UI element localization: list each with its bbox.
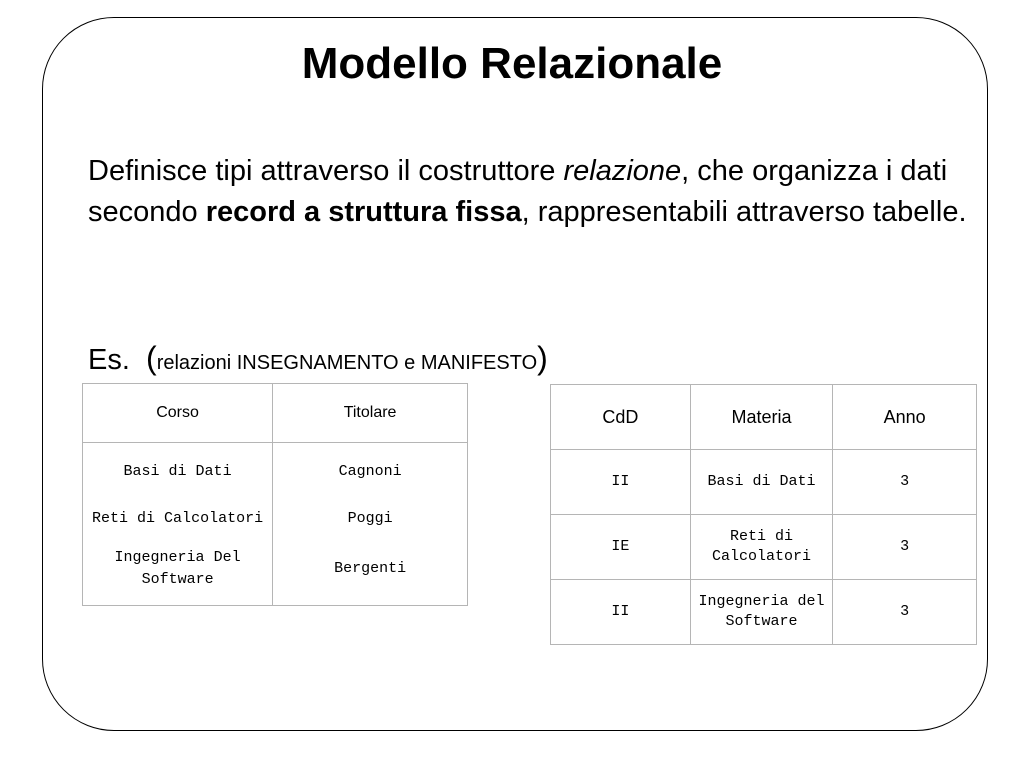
- table-manifesto: [550, 384, 977, 645]
- slide-title: Modello Relazionale: [301, 39, 723, 88]
- definition-text-2: , che organizza i dati secondo: [88, 155, 948, 228]
- table-cell: Bergenti: [273, 541, 468, 606]
- definition-text-3: , rappresentabili attraverso tabelle.: [521, 196, 967, 228]
- column-header-cdd: CdD: [551, 385, 691, 450]
- table-cell: Reti di Calcolatori: [83, 483, 273, 541]
- table-insegnamento: [82, 383, 468, 606]
- definition-bold-term: record a struttura fissa: [205, 196, 522, 228]
- table-cell: 3: [833, 580, 977, 645]
- table-cell: II: [551, 450, 691, 515]
- example-text: relazioni INSEGNAMENTO e MANIFESTO: [156, 352, 538, 374]
- table-cell: 3: [833, 450, 977, 515]
- table-cell: Ingegneria del Software: [690, 580, 832, 645]
- definition-text-1: Definisce tipi attraverso il costruttore: [88, 155, 564, 187]
- table-cell: 3: [833, 515, 977, 580]
- table-cell: Basi di Dati: [83, 443, 273, 484]
- table-row: [83, 443, 468, 484]
- column-header-anno: Anno: [833, 385, 977, 450]
- table-row: [551, 580, 977, 645]
- table-cell: Ingegneria Del Software: [83, 541, 273, 606]
- example-close-paren: ): [537, 340, 548, 376]
- table-row: [551, 450, 977, 515]
- definition-paragraph: [88, 151, 968, 233]
- column-header-materia: Materia: [690, 385, 832, 450]
- example-line: [88, 338, 548, 383]
- table-header-row: [83, 384, 468, 443]
- table-row: [83, 483, 468, 541]
- example-open-paren: (: [146, 340, 157, 376]
- table-cell: Cagnoni: [273, 443, 468, 484]
- table-cell: IE: [551, 515, 691, 580]
- table-cell: Poggi: [273, 483, 468, 541]
- definition-italic-term: relazione: [563, 155, 682, 187]
- table-cell: II: [551, 580, 691, 645]
- column-header-titolare: Titolare: [273, 384, 468, 443]
- table-row: [551, 515, 977, 580]
- example-label: Es.: [88, 344, 130, 376]
- table-row: [83, 541, 468, 606]
- table-cell: Reti di Calcolatori: [690, 515, 832, 580]
- table-header-row: [551, 385, 977, 450]
- table-cell: Basi di Dati: [690, 450, 832, 515]
- column-header-corso: Corso: [83, 384, 273, 443]
